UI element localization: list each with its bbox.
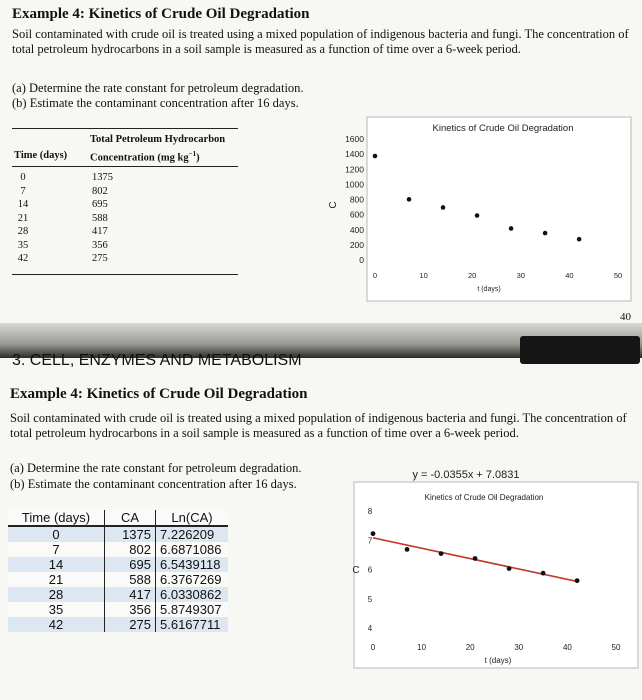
chart1-x-tick-label: 30 bbox=[516, 271, 525, 280]
chart1-point bbox=[543, 231, 548, 236]
table-time-cell: 28 bbox=[17, 226, 29, 237]
chart2-equation: y = -0.0355x + 7.0831 bbox=[412, 469, 520, 481]
table-conc-column bbox=[92, 171, 113, 266]
sheet-cell: 417 bbox=[105, 587, 156, 602]
chart2-point bbox=[439, 551, 444, 556]
sheet-cell: 802 bbox=[105, 542, 156, 557]
chart1-point bbox=[475, 213, 480, 218]
chart1-x-label: t (days) bbox=[477, 286, 501, 293]
chart2-point bbox=[473, 556, 478, 561]
top-scatter-chart bbox=[320, 114, 632, 304]
chart2-y-tick-label: 4 bbox=[367, 624, 373, 633]
table-conc-cell: 588 bbox=[92, 212, 108, 224]
sheet-header-lnca: Ln(CA) bbox=[156, 510, 229, 526]
top-question-b: (b) Estimate the contaminant concentration after 16 days. bbox=[12, 96, 299, 110]
chart1-x-tick-label: 40 bbox=[565, 271, 574, 280]
chart1-y-tick-label: 1400 bbox=[345, 149, 364, 160]
chart1-x-tick-label: 20 bbox=[468, 271, 477, 280]
chart1-y-tick-label: 1000 bbox=[345, 179, 364, 190]
sheet-cell: 7 bbox=[52, 542, 60, 557]
chart2-point bbox=[541, 571, 546, 576]
bottom-paragraph: Soil contaminated with crude oil is treated using a mixed population of indigenous bacteria and fungi. The concentration of total petroleum hydrocarbons in a soil sample is measured as a function of time over a 6-week period. bbox=[10, 411, 627, 440]
spreadsheet-table bbox=[8, 510, 228, 632]
sheet-cell: 6.0330862 bbox=[156, 587, 229, 602]
table-col2-header-line1: Total Petroleum Hydrocarbon bbox=[90, 134, 226, 145]
sheet-cell: 1375 bbox=[105, 526, 156, 542]
chart1-title: Kinetics of Crude Oil Degradation bbox=[432, 123, 574, 134]
table-col1-header: Time (days) bbox=[14, 150, 68, 161]
sheet-cell: 14 bbox=[8, 557, 105, 572]
sheet-row bbox=[8, 542, 228, 557]
chart2-x-tick-label: 50 bbox=[611, 643, 621, 652]
chart1-y-tick-label: 600 bbox=[349, 209, 364, 220]
chart1-point bbox=[407, 197, 412, 202]
chart1-x-tick-label: 10 bbox=[419, 271, 428, 280]
chart1-y-ticks bbox=[345, 134, 364, 265]
sheet-row bbox=[8, 572, 228, 587]
chart2-x-tick-label: 10 bbox=[417, 643, 427, 652]
chart1-y-tick-label: 400 bbox=[349, 224, 364, 235]
chart1-point bbox=[509, 226, 514, 231]
sheet-cell: 6.5439118 bbox=[156, 557, 229, 572]
table-conc-cell: 275 bbox=[92, 253, 108, 264]
sheet-cell: 695 bbox=[105, 557, 156, 572]
sheet-cell: 42 bbox=[8, 617, 105, 632]
chart2-point bbox=[507, 566, 512, 571]
chart2-point bbox=[575, 578, 580, 583]
chart2-y-tick-label: 6 bbox=[367, 565, 373, 575]
table-time-cell: 14 bbox=[17, 199, 29, 210]
chart2-x-tick-label: 0 bbox=[370, 643, 376, 652]
sheet-row bbox=[8, 526, 228, 542]
sheet-cell: 588 bbox=[105, 572, 156, 587]
chart2-x-label: t (days) bbox=[484, 656, 512, 665]
bottom-title: Example 4: Kinetics of Crude Oil Degradation bbox=[10, 386, 308, 402]
table-time-cell: 0 bbox=[20, 172, 26, 183]
sheet-header-row bbox=[8, 510, 228, 526]
sheet-cell: 35 bbox=[48, 602, 64, 617]
chart1-point bbox=[577, 237, 582, 242]
table-time-cell: 35 bbox=[17, 239, 29, 251]
chart1-point bbox=[441, 205, 446, 210]
sheet-row bbox=[8, 587, 228, 602]
sheet-cell: 6.3767269 bbox=[156, 572, 229, 587]
chart1-x-tick-label: 0 bbox=[372, 271, 378, 280]
col2-header-sup: −1 bbox=[188, 150, 197, 158]
table-time-cell: 42 bbox=[17, 253, 29, 264]
sheet-cell: 7.226209 bbox=[156, 526, 229, 542]
chart2-x-tick-label: 20 bbox=[465, 643, 475, 652]
col2-header-end: ) bbox=[196, 152, 200, 164]
sheet-cell: 6.6871086 bbox=[156, 542, 229, 557]
table-conc-cell: 356 bbox=[92, 239, 108, 251]
sheet-header-ca: CA bbox=[105, 510, 156, 526]
sheet-cell: 21 bbox=[48, 572, 64, 587]
chart1-frame bbox=[367, 117, 631, 301]
chart2-y-tick-label: 5 bbox=[367, 594, 373, 604]
sheet-cell: 5.6167711 bbox=[156, 617, 229, 632]
chart1-x-tick-label: 50 bbox=[613, 271, 623, 280]
top-question-a: (a) Determine the rate constant for petroleum degradation. bbox=[12, 81, 304, 95]
chart1-y-tick-label: 0 bbox=[359, 255, 364, 265]
table-time-column bbox=[16, 171, 30, 266]
chart2-point bbox=[371, 531, 376, 536]
bottom-question-b: (b) Estimate the contaminant concentration after 16 days. bbox=[10, 477, 297, 491]
sheet-row bbox=[8, 557, 228, 572]
table-top-rule bbox=[12, 128, 238, 129]
top-paragraph: Soil contaminated with crude oil is treated using a mixed population of indigenous bacteria and fungi. The concentration of total petroleum hydrocarbons in a soil sample is measured as a function of time over a 6-week period. bbox=[12, 27, 629, 56]
chart1-point bbox=[373, 154, 378, 159]
redaction-block bbox=[520, 336, 640, 364]
sheet-row bbox=[8, 617, 228, 632]
table-conc-cell: 1375 bbox=[92, 172, 113, 183]
chart1-y-tick-label: 1600 bbox=[345, 134, 364, 144]
sheet-cell: 356 bbox=[105, 602, 156, 617]
chart1-y-tick-label: 800 bbox=[349, 194, 364, 205]
table-conc-cell: 802 bbox=[92, 185, 108, 197]
chart2-y-label: C bbox=[352, 565, 360, 576]
sheet-cell: 28 bbox=[8, 587, 105, 602]
table-time-cell: 7 bbox=[20, 185, 26, 197]
sheet-cell: 0 bbox=[8, 526, 105, 542]
table-time-cell: 21 bbox=[17, 212, 29, 224]
chart2-frame bbox=[354, 482, 638, 668]
col2-header-text: Concentration (mg kg bbox=[90, 152, 189, 164]
sheet-cell: 5.8749307 bbox=[156, 602, 229, 617]
chart2-y-tick-label: 7 bbox=[367, 536, 373, 546]
sheet-cell: 275 bbox=[105, 617, 156, 632]
chart1-y-tick-label: 1200 bbox=[345, 164, 364, 175]
bottom-scatter-chart bbox=[340, 460, 640, 670]
table-header-rule bbox=[12, 166, 238, 167]
table-col2-header-line2 bbox=[90, 150, 200, 164]
chart1-y-tick-label: 200 bbox=[349, 239, 364, 250]
page-number: 40 bbox=[620, 311, 631, 323]
section-heading: 3. CELL, ENZYMES AND METABOLISM bbox=[12, 352, 302, 369]
top-title: Example 4: Kinetics of Crude Oil Degradation bbox=[12, 6, 310, 22]
chart2-x-tick-label: 40 bbox=[562, 643, 572, 652]
table-conc-cell: 417 bbox=[92, 226, 108, 237]
table-bottom-rule bbox=[12, 274, 238, 275]
sheet-header-time: Time (days) bbox=[8, 510, 105, 526]
chart2-point bbox=[405, 547, 410, 552]
chart1-y-label: C bbox=[328, 201, 339, 209]
chart2-y-tick-label: 8 bbox=[367, 507, 373, 516]
chart2-title: Kinetics of Crude Oil Degradation bbox=[424, 493, 544, 502]
chart2-x-tick-label: 30 bbox=[514, 643, 524, 652]
bottom-question-a: (a) Determine the rate constant for petroleum degradation. bbox=[10, 461, 302, 475]
table-conc-cell: 695 bbox=[92, 199, 108, 210]
sheet-row bbox=[8, 602, 228, 617]
